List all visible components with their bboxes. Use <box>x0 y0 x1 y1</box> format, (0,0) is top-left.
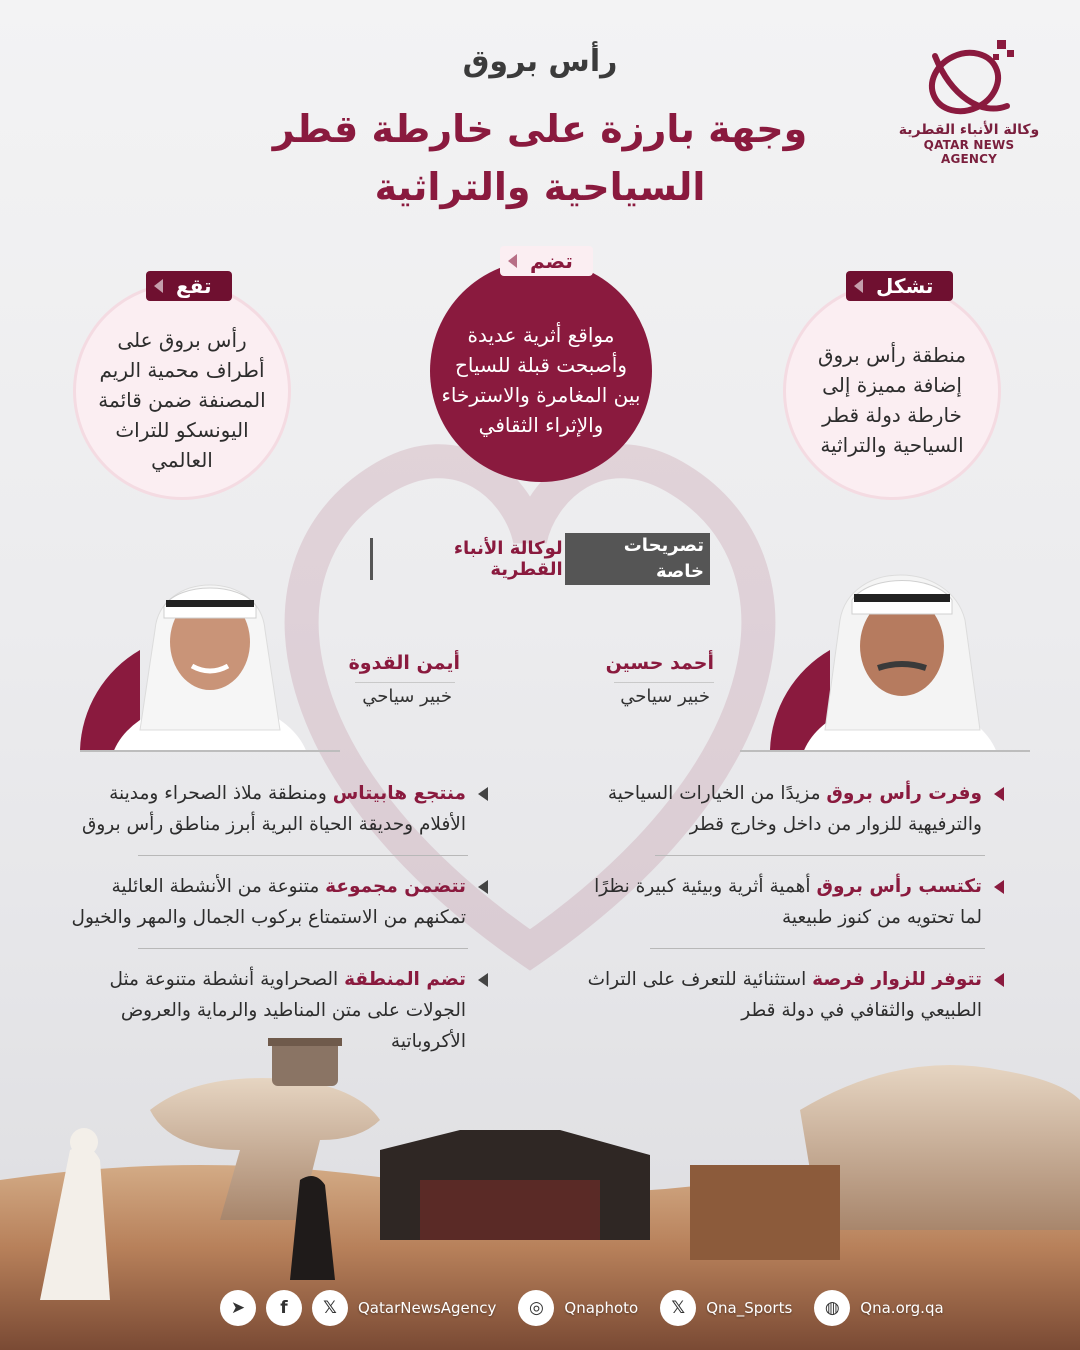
facebook-icon[interactable]: f <box>266 1290 302 1326</box>
logo-name-arabic: وكالة الأنباء القطرية <box>898 122 1040 138</box>
person-name-ayman: أيمن القدوة <box>348 652 460 674</box>
bullet-text: استثنائية للتعرف على التراث الطبيعي والثقافي في دولة قطر <box>587 969 982 1021</box>
bullet-bold: وفرت رأس بروق <box>826 783 982 804</box>
circle-location <box>76 274 288 497</box>
social-handle[interactable]: QatarNewsAgency <box>358 1299 497 1317</box>
avatar-ahmed-illustration <box>770 560 1000 750</box>
sports-handle[interactable]: Qna_Sports <box>706 1299 793 1317</box>
bullet-text: أهمية أثرية وبيئية كبيرة نظرًا لما تحتويه من كنوز طبيعية <box>594 876 982 928</box>
circle-forms <box>786 274 998 497</box>
bullet-text: متنوعة من الأنشطة العائلية تمكنهم من الاستمتاع بركوب الجمال والمهر والخيول <box>71 876 466 928</box>
header-title <box>250 100 830 216</box>
bullet-arrow-icon <box>478 880 488 894</box>
person-name-ahmed: أحمد حسين <box>605 652 714 674</box>
bullet-bold: منتجع هابيتاس <box>332 783 466 804</box>
bullet-separator <box>138 948 468 949</box>
social-footer <box>220 1290 944 1326</box>
bullet-left-2 <box>66 871 466 933</box>
avatar-ahmed-baseline <box>740 750 1030 752</box>
bullet-arrow-icon <box>478 787 488 801</box>
circle-includes-text: مواقع أثرية عديدة وأصبحت قبلة للسياح بين المغامرة والاسترخاء والإثراء الثقافي <box>441 323 641 437</box>
bullet-text: ومنطقة ملاذ الصحراء ومدينة الأفلام وحديقة الحياة البرية أبرز مناطق رأس بروق <box>82 783 466 835</box>
website-link[interactable]: Qna.org.qa <box>860 1299 944 1317</box>
bullet-left-1 <box>66 778 466 840</box>
globe-icon[interactable]: ◍ <box>814 1290 850 1326</box>
bullet-text: الصحراوية أنشطة متنوعة مثل الجولات على متن المناطيد والرماية والعروض الأكروباتية <box>109 969 466 1052</box>
avatar-ayman <box>80 560 310 750</box>
bullet-text: مزيدًا من الخيارات السياحية والترفيهية للزوار من داخل وخارج قطر <box>607 783 982 835</box>
bullet-right-1 <box>582 778 982 840</box>
circle-forms-badge: تشكل <box>846 271 953 301</box>
person-role-ayman: خبير سياحي <box>362 686 452 707</box>
person-divider <box>614 682 714 683</box>
person-role-ahmed: خبير سياحي <box>620 686 710 707</box>
bullet-arrow-icon <box>994 880 1004 894</box>
x-icon[interactable]: 𝕏 <box>312 1290 348 1326</box>
circle-location-badge: تقع <box>146 271 232 301</box>
bullet-bold: تتوفر للزوار فرصة <box>812 969 982 990</box>
avatar-ayman-illustration <box>80 560 310 750</box>
header-kicker: رأس بروق <box>462 44 618 79</box>
bullet-bold: تكتسب رأس بروق <box>816 876 982 897</box>
circle-includes-badge: تضم <box>500 246 593 276</box>
statements-highlight: تصريحات خاصة <box>565 533 710 585</box>
bullet-arrow-icon <box>478 973 488 987</box>
title-line-2: السياحية والتراثية <box>374 165 706 209</box>
circle-includes <box>430 249 652 482</box>
circle-forms-text: منطقة رأس بروق إضافة مميزة إلى خارطة دولة قطر السياحية والتراثية <box>817 343 967 457</box>
x-icon[interactable]: 𝕏 <box>660 1290 696 1326</box>
avatar-ahmed <box>770 560 1000 750</box>
bullet-bold: تضم المنطقة <box>344 969 466 990</box>
bullet-bold: تتضمن مجموعة <box>325 876 466 897</box>
statements-heading <box>370 535 710 582</box>
photo-handle[interactable]: Qnaphoto <box>564 1299 639 1317</box>
instagram-icon[interactable]: ◎ <box>518 1290 554 1326</box>
bullet-separator <box>138 855 468 856</box>
bullet-arrow-icon <box>994 787 1004 801</box>
bullet-separator <box>650 948 985 949</box>
avatar-ayman-baseline <box>80 750 340 752</box>
person-divider <box>355 682 455 683</box>
bullet-right-3 <box>582 964 982 1026</box>
bullet-arrow-icon <box>994 973 1004 987</box>
statements-source: لوكالة الأنباء القطرية <box>370 538 565 580</box>
bullet-right-2 <box>582 871 982 933</box>
telegram-icon[interactable]: ➤ <box>220 1290 256 1326</box>
circle-location-text: رأس بروق على أطراف محمية الريم المصنفة ضمن قائمة اليونسكو للتراث العالمي <box>98 328 266 472</box>
title-line-1: وجهة بارزة على خارطة قطر <box>272 107 808 151</box>
logo-name-english: QATAR NEWS AGENCY <box>923 138 1015 166</box>
bullet-separator <box>655 855 985 856</box>
